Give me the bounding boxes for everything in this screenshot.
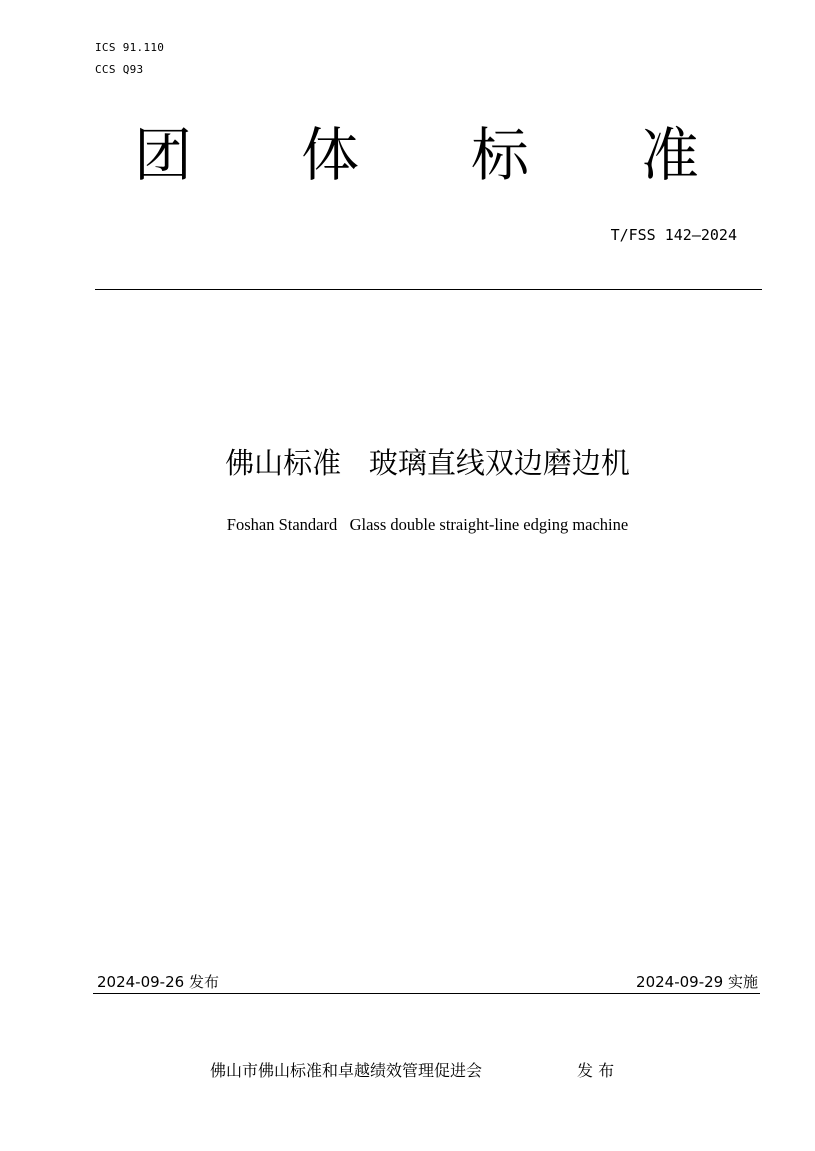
footer-divider [93, 993, 760, 994]
publish-label: 发 布 [577, 1061, 615, 1080]
standard-code: T/FSS 142—2024 [610, 226, 737, 244]
doc-type-char-2: 体 [301, 121, 360, 189]
issue-date: 2024-09-26 发布 [97, 973, 219, 991]
implementation-date: 2024-09-29 实施 [636, 973, 758, 991]
doc-type-char-3: 标 [471, 121, 530, 189]
publisher-name: 佛山市佛山标准和卓越绩效管理促进会 [210, 1061, 483, 1080]
ccs-code: CCS Q93 [95, 63, 144, 76]
title-english: Foshan Standard Glass double straight-line edging machine [226, 515, 629, 534]
doc-type-char-4: 准 [641, 121, 700, 189]
header-divider [95, 289, 762, 290]
doc-type-char-1: 团 [134, 121, 193, 189]
ics-code: ICS 91.110 [95, 41, 165, 54]
title-chinese: 佛山标准 玻璃直线双边磨边机 [225, 446, 630, 480]
